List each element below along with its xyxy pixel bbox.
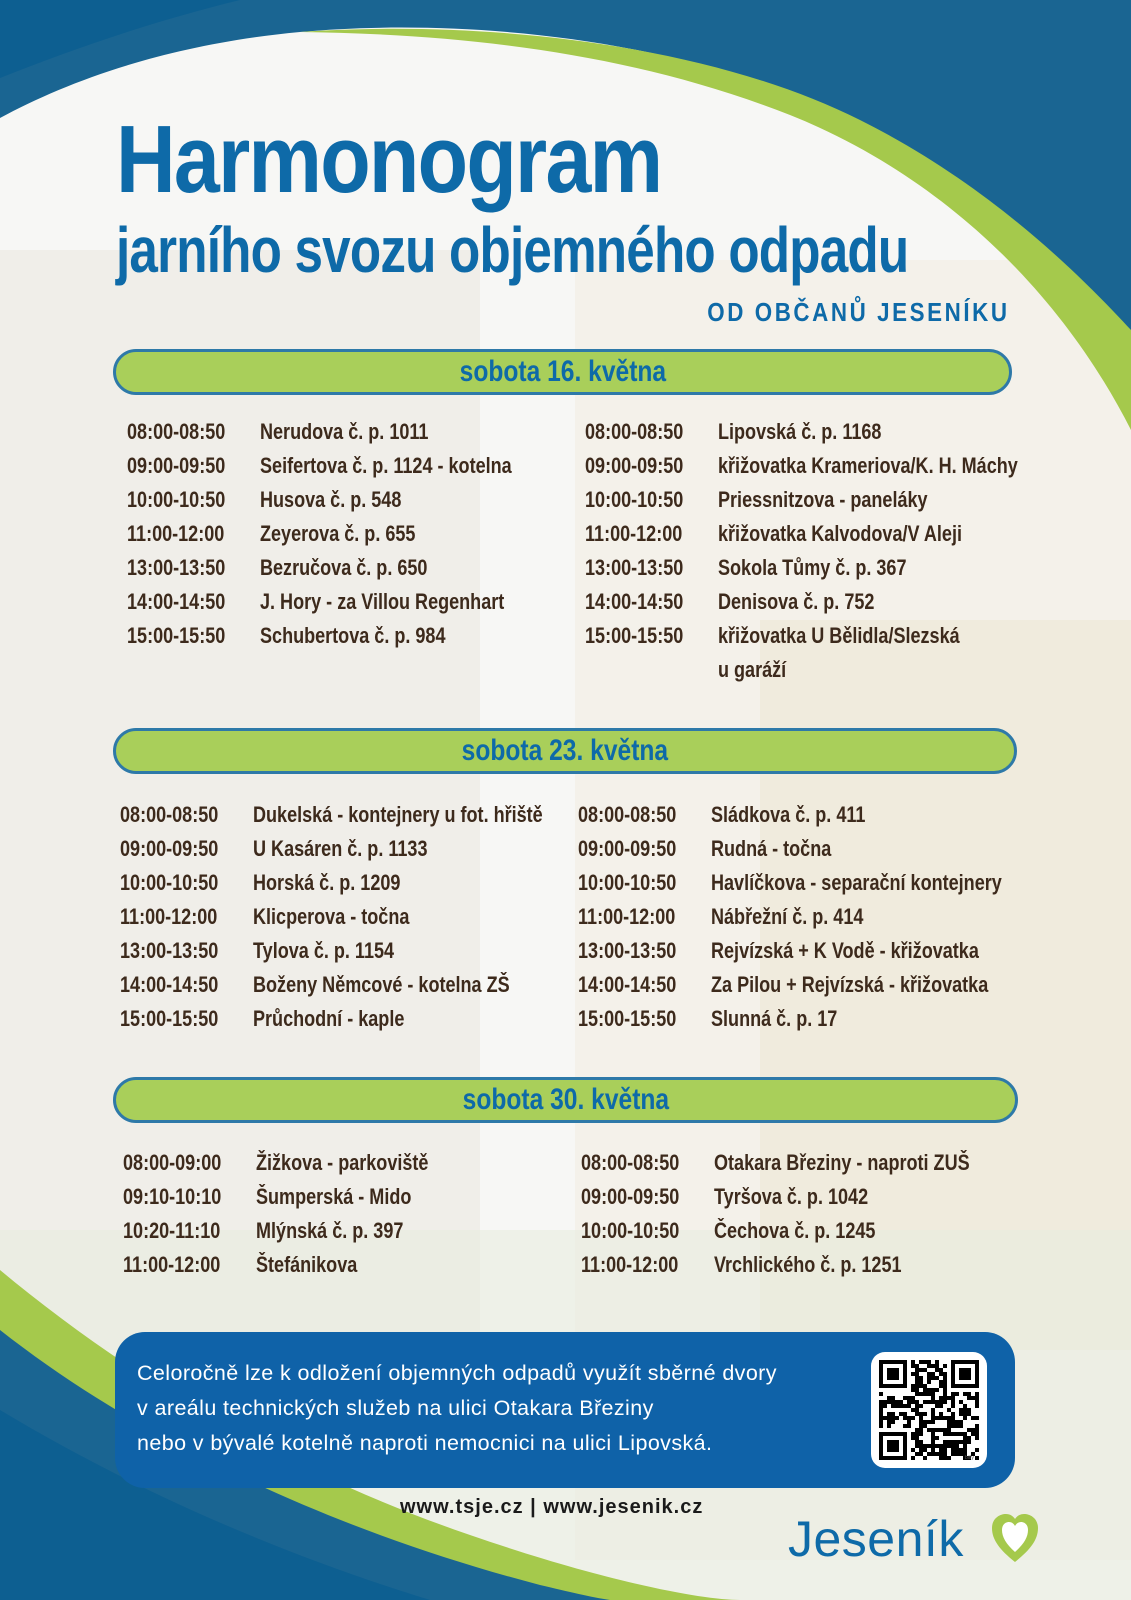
pickup-location: Otakara Březiny - naproti ZUŠ	[714, 1150, 970, 1175]
schedule-row	[581, 1180, 1026, 1214]
day-label: sobota 16. května	[459, 355, 666, 388]
schedule-row	[120, 866, 606, 900]
time-slot: 09:00-09:50	[127, 453, 226, 478]
pickup-location: křižovatka U Bělidla/Slezská	[718, 623, 960, 648]
pickup-location: J. Hory - za Villou Regenhart	[260, 589, 505, 614]
time-slot: 15:00-15:50	[585, 623, 684, 648]
time-slot: 15:00-15:50	[120, 1006, 219, 1031]
time-slot: 10:00-10:50	[120, 870, 219, 895]
pickup-location: Čechova č. p. 1245	[714, 1218, 876, 1243]
schedule-row-continuation	[585, 653, 1084, 687]
time-slot: 10:00-10:50	[585, 487, 684, 512]
page-title: Harmonogram	[116, 106, 662, 213]
pickup-location: Sládkova č. p. 411	[711, 802, 866, 827]
schedule-column-right	[578, 798, 1066, 1036]
time-slot: 09:00-09:50	[120, 836, 219, 861]
schedule-row	[120, 798, 606, 832]
title-from-line: OD OBČANŮ JESENÍKU	[707, 297, 1010, 327]
schedule-row	[581, 1248, 1026, 1282]
time-slot: 08:00-08:50	[581, 1150, 680, 1175]
time-slot: 10:00-10:50	[127, 487, 226, 512]
pickup-location: Za Pilou + Rejvízská - křižovatka	[711, 972, 989, 997]
time-slot: 13:00-13:50	[120, 938, 219, 963]
time-slot: 13:00-13:50	[127, 555, 226, 580]
time-slot: 09:00-09:50	[578, 836, 677, 861]
pickup-location: Seifertova č. p. 1124 - kotelna	[260, 453, 512, 478]
pickup-location: Tyršova č. p. 1042	[714, 1184, 869, 1209]
schedule-row	[127, 551, 567, 585]
pickup-location: Husova č. p. 548	[260, 487, 402, 512]
time-slot: 14:00-14:50	[578, 972, 677, 997]
pickup-location: Štefánikova	[256, 1252, 358, 1277]
pickup-location: křižovatka Kalvodova/V Aleji	[718, 521, 962, 546]
pickup-location: Rejvízská + K Vodě - křižovatka	[711, 938, 979, 963]
time-slot: 09:00-09:50	[585, 453, 684, 478]
time-slot: 15:00-15:50	[578, 1006, 677, 1031]
time-slot: 10:00-10:50	[578, 870, 677, 895]
time-slot: 09:00-09:50	[581, 1184, 680, 1209]
time-slot: 10:20-11:10	[123, 1218, 221, 1243]
info-line: Celoročně lze k odložení objemných odpadů využít sběrné dvory	[137, 1361, 777, 1385]
pickup-location: Nerudova č. p. 1011	[260, 419, 429, 444]
schedule-row	[127, 483, 567, 517]
schedule-row	[123, 1214, 466, 1248]
schedule-row	[578, 798, 1066, 832]
pickup-location: Průchodní - kaple	[253, 1006, 405, 1031]
schedule-row	[581, 1146, 1026, 1180]
time-slot: 11:00-12:00	[581, 1252, 679, 1277]
pickup-location: Sokola Tůmy č. p. 367	[718, 555, 907, 580]
schedule-column-left	[127, 415, 567, 653]
time-slot: 14:00-14:50	[127, 589, 226, 614]
heart-icon	[990, 1512, 1040, 1564]
schedule-row	[127, 585, 567, 619]
schedule-column-right	[581, 1146, 1026, 1282]
schedule-row	[127, 517, 567, 551]
time-slot: 13:00-13:50	[585, 555, 684, 580]
schedule-column-left	[123, 1146, 466, 1282]
pickup-location: Žižkova - parkoviště	[256, 1150, 429, 1175]
pickup-location: Dukelská - kontejnery u fot. hřiště	[253, 802, 543, 827]
qr-caption: bitly	[965, 1455, 974, 1461]
schedule-row	[578, 968, 1066, 1002]
pickup-location: Boženy Němcové - kotelna ZŠ	[253, 972, 510, 997]
schedule-row	[578, 934, 1066, 968]
pickup-location: Tylova č. p. 1154	[253, 938, 395, 963]
pickup-location: Zeyerova č. p. 655	[260, 521, 416, 546]
page-subtitle: jarního svozu objemného odpadu	[116, 214, 909, 286]
schedule-row	[120, 1002, 606, 1036]
time-slot: 08:00-09:00	[123, 1150, 222, 1175]
time-slot: 14:00-14:50	[585, 589, 684, 614]
schedule-row	[585, 415, 1084, 449]
schedule-row	[578, 900, 1066, 934]
pickup-location: u garáží	[718, 657, 787, 682]
pickup-location: Lipovská č. p. 1168	[718, 419, 882, 444]
day-label: sobota 30. května	[462, 1083, 669, 1116]
time-slot: 11:00-12:00	[585, 521, 683, 546]
pickup-location: křižovatka Krameriova/K. H. Máchy	[718, 453, 1018, 478]
time-slot: 08:00-08:50	[120, 802, 219, 827]
jesenik-logo-text: Jeseník	[788, 1511, 964, 1567]
qr-code[interactable]	[871, 1352, 987, 1468]
time-slot: 14:00-14:50	[120, 972, 219, 997]
info-line: v areálu technických služeb na ulici Otakara Březiny	[137, 1396, 654, 1420]
pickup-location: Nábřežní č. p. 414	[711, 904, 864, 929]
schedule-row	[123, 1180, 466, 1214]
schedule-row	[120, 968, 606, 1002]
time-slot: 11:00-12:00	[120, 904, 218, 929]
day-label: sobota 23. května	[461, 734, 669, 767]
pickup-location: Šumperská - Mido	[256, 1184, 412, 1209]
schedule-row	[585, 619, 1084, 653]
day-header-16-may	[113, 349, 1012, 395]
schedule-row	[581, 1214, 1026, 1248]
pickup-location: Schubertova č. p. 984	[260, 623, 446, 648]
pickup-location: Denisova č. p. 752	[718, 589, 875, 614]
website-links[interactable]: www.tsje.cz | www.jesenik.cz	[400, 1496, 704, 1518]
pickup-location: Slunná č. p. 17	[711, 1006, 838, 1031]
schedule-row	[123, 1248, 466, 1282]
pickup-location: Mlýnská č. p. 397	[256, 1218, 404, 1243]
pickup-location: Havlíčkova - separační kontejnery	[711, 870, 1002, 895]
pickup-location: Klicperova - točna	[253, 904, 410, 929]
schedule-row	[120, 832, 606, 866]
time-slot: 13:00-13:50	[578, 938, 677, 963]
day-header-23-may	[113, 728, 1017, 774]
day-header-30-may	[113, 1077, 1018, 1123]
schedule-row	[127, 449, 567, 483]
time-slot: 15:00-15:50	[127, 623, 226, 648]
schedule-row	[578, 866, 1066, 900]
time-slot: 11:00-12:00	[123, 1252, 221, 1277]
schedule-row	[120, 900, 606, 934]
schedule-row	[585, 449, 1084, 483]
info-text	[137, 1356, 837, 1461]
schedule-row	[127, 415, 567, 449]
schedule-row	[585, 585, 1084, 619]
time-slot: 09:10-10:10	[123, 1184, 222, 1209]
pickup-location: Vrchlického č. p. 1251	[714, 1252, 902, 1277]
pickup-location: U Kasáren č. p. 1133	[253, 836, 428, 861]
pickup-location: Priessnitzova - paneláky	[718, 487, 928, 512]
schedule-column-right	[585, 415, 1084, 687]
time-slot: 11:00-12:00	[127, 521, 225, 546]
schedule-row	[578, 832, 1066, 866]
pickup-location: Horská č. p. 1209	[253, 870, 401, 895]
schedule-row	[120, 934, 606, 968]
pickup-location: Rudná - točna	[711, 836, 832, 861]
time-slot: 08:00-08:50	[127, 419, 226, 444]
time-slot: 08:00-08:50	[585, 419, 684, 444]
schedule-row	[585, 517, 1084, 551]
time-slot: 11:00-12:00	[578, 904, 676, 929]
info-box	[115, 1332, 1015, 1488]
schedule-row	[585, 483, 1084, 517]
time-slot: 10:00-10:50	[581, 1218, 680, 1243]
schedule-column-left	[120, 798, 606, 1036]
schedule-row	[127, 619, 567, 653]
info-line: nebo v bývalé kotelně naproti nemocnici na ulici Lipovská.	[137, 1431, 713, 1455]
schedule-row	[585, 551, 1084, 585]
schedule-row	[578, 1002, 1066, 1036]
schedule-row	[123, 1146, 466, 1180]
qr-code-icon	[871, 1352, 987, 1468]
time-slot: 08:00-08:50	[578, 802, 677, 827]
pickup-location: Bezručova č. p. 650	[260, 555, 428, 580]
